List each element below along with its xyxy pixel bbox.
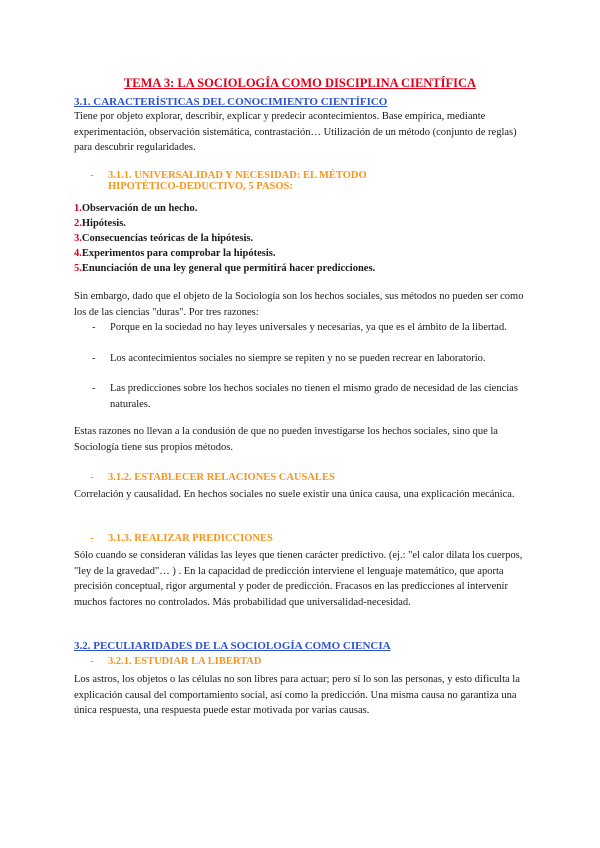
- reason-item: - Los acontecimientos sociales no siempre se repiten y no se pueden recrear en laboratorio.: [92, 353, 486, 364]
- subsection-3-1-2-heading: [90, 472, 335, 483]
- methods-paragraph: Sin embargo, dado que el objeto de la Sociología son los hechos sociales, sus métodos no pueden ser como los de las ciencias "duras". Por tres razones:: [74, 291, 524, 318]
- subsection-3-1-1-title: 3.1.1. UNIVERSALIDAD Y NECESIDAD: EL MÉTODO HIPOTÉTICO-DEDUCTIVO, 5 PASOS:: [108, 170, 367, 192]
- step-item: 1.Observación de un hecho.: [74, 203, 198, 214]
- page-title: TEMA 3: LA SOCIOLOGÍA COMO DISCIPLINA CIENTÍFICA: [123, 76, 477, 90]
- conclusion-paragraph: Estas razones no llevan a la condusión de que no pueden investigarse los hechos sociales, sino que la Sociología tiene sus propios métodos.: [74, 426, 498, 453]
- step-item: 3.Consecuencias teóricas de la hipótesis.: [74, 233, 254, 244]
- causal-relations-text: Correlación y causalidad. En hechos sociales no suele existir una única causa, una explicación mecánica.: [74, 489, 515, 500]
- predictions-text: Sólo cuando se consideran válidas las leyes que tienen carácter predictivo. (ej.: "el calor dilata los cuerpos, "ley de la gravedad"… ) . En la capacidad de predicción interviene el lenguaje matemático, que aporta precisión conceptual, rigor argumental y poder de predicción. Fracasos en las predicciones al intervenir muchos factores no controlados. Más probabilidad que universalidad-necesidad.: [74, 550, 523, 608]
- subsection-3-1-2-title: 3.1.2. ESTABLECER RELACIONES CAUSALES: [108, 472, 335, 483]
- step-item: 4.Experimentos para comprobar la hipótesis.: [74, 248, 276, 259]
- dash-bullet: -: [90, 170, 94, 181]
- section-3-2-heading: 3.2. PECULIARIDADES DE LA SOCIOLOGÍA COMO CIENCIA: [74, 640, 391, 652]
- subsection-3-2-1-heading: [90, 656, 261, 667]
- subsection-3-2-1-title: 3.2.1. ESTUDIAR LA LIBERTAD: [108, 656, 262, 667]
- section-3-1-heading: 3.1. CARACTERÍSTICAS DEL CONOCIMIENTO CIENTÍFICO: [74, 96, 388, 108]
- freedom-text: Los astros, los objetos o las células no son libres para actuar; pero sí lo son las personas, y esto dificulta la explicación causal del comportamiento social, así como la predicción. Una misma causa no garantiza una única respuesta, una respuesta puede estar motivada por varias causas.: [74, 674, 520, 716]
- reason-item: - Porque en la sociedad no hay leyes universales y necesarias, ya que es el ámbito de la libertad.: [92, 322, 507, 333]
- reason-item: - Las predicciones sobre los hechos sociales no tienen el mismo grado de necesidad de las ciencias naturales.: [92, 383, 518, 410]
- section-3-1-intro: Tiene por objeto explorar, describir, explicar y predecir acontecimientos. Base empírica, mediante experimentación, observación sistemática, contrastación… Utilización de un método (conjunto de reglas) para descubrir regularidades.: [74, 111, 517, 153]
- dash-bullet: -: [90, 656, 94, 667]
- subsection-3-1-3-heading: [90, 533, 273, 544]
- step-item: 2.Hipótesis.: [74, 218, 126, 229]
- dash-bullet: -: [90, 472, 94, 483]
- step-item: 5.Enunciación de una ley general que permitirá hacer predicciones.: [74, 263, 376, 274]
- subsection-3-1-3-title: 3.1.3. REALIZAR PREDICCIONES: [108, 533, 273, 544]
- dash-bullet: -: [90, 533, 94, 544]
- subsection-3-1-1-heading: [90, 170, 510, 192]
